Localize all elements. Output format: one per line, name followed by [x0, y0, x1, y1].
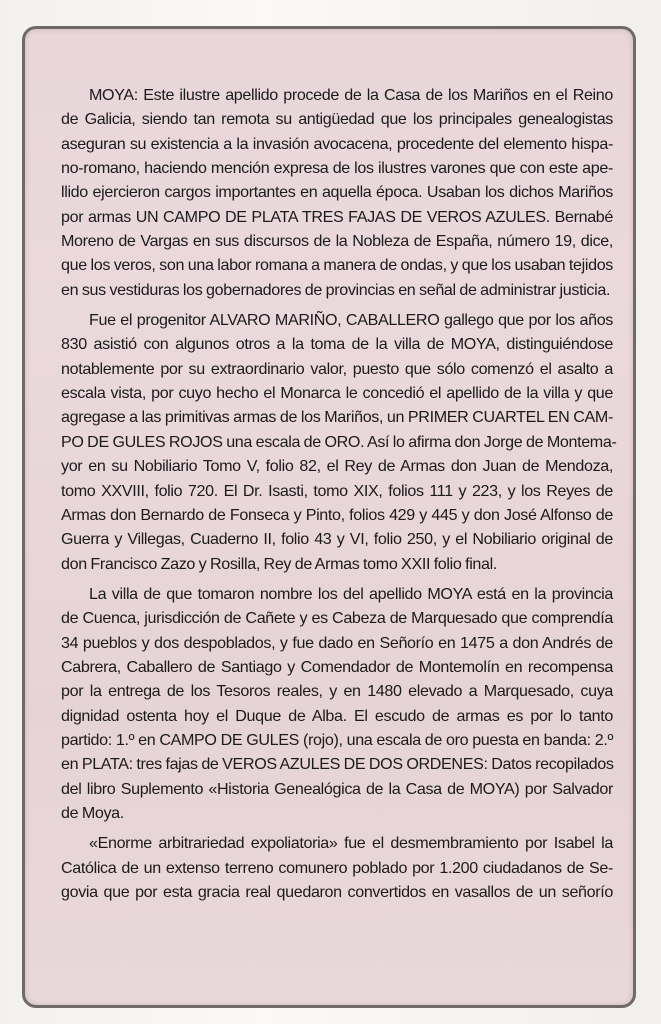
text-line: que los veros, son una labor romana a manera de ondas, y que los usaban tejidos: [61, 256, 613, 275]
text-line: «Enorme arbitrariedad expoliatoria» fue el desmembramiento por Isabel la: [89, 834, 613, 853]
text-line: de Moya.: [61, 803, 124, 822]
text-line: govia que por esta gracia real quedaron convertidos en vasallos de un señorío: [61, 883, 613, 901]
text-line: partido: 1.º en CAMPO DE GULES (rojo), una escala de oro puesta en banda: 2.º: [61, 730, 613, 749]
text-line: Moreno de Vargas en sus discursos de la Nobleza de España, número 19, dice,: [61, 232, 613, 251]
text-line: don Francisco Zazo y Rosilla, Rey de Armas tomo XXII folio final.: [61, 554, 497, 573]
text-line: en sus vestiduras los gobernadores de provincias en señal de administrar justicia.: [61, 280, 611, 299]
text-line: aseguran su existencia a la invasión avocacena, procedente del elemento hispa-: [61, 134, 613, 153]
text-line: 830 asistió con algunos otros a la toma de la villa de MOYA, distinguiéndose: [61, 335, 613, 354]
text-frame: [22, 26, 636, 1008]
text-line: agregase a las primitivas armas de los Mariños, un PRIMER CUARTEL EN CAM-: [61, 408, 613, 427]
text-line: no-romano, haciendo mención expresa de los ilustres varones que con este ape-: [61, 159, 613, 178]
text-line: escala vista, por cuyo hecho el Monarca le concedió el apellido de la villa y que: [61, 384, 613, 403]
document-body: [61, 83, 617, 904]
text-line: de Galicia, siendo tan remota su antigüedad que los principales genealogistas: [61, 110, 613, 129]
text-line: en PLATA: tres fajas de VEROS AZULES DE DOS ORDENES: Datos recopilados: [61, 755, 614, 774]
text-line: La villa de que tomaron nombre los del apellido MOYA está en la provincia: [89, 584, 613, 603]
text-line: por armas UN CAMPO DE PLATA TRES FAJAS DE VEROS AZULES. Bernabé: [61, 207, 613, 226]
paragraph: [61, 83, 613, 302]
paragraph: [61, 308, 617, 576]
text-line: Católica de un extenso terreno comunero poblado por 1.200 ciudadanos de Se-: [61, 858, 613, 877]
text-line: notablemente por su extraordinario valor, puesto que sólo comenzó el asalto a: [61, 359, 613, 378]
text-line: dignidad ostenta hoy el Duque de Alba. El escudo de armas es por lo tanto: [61, 706, 613, 725]
text-line: Armas don Bernardo de Fonseca y Pinto, folios 429 y 445 y don José Alfonso de: [61, 505, 613, 524]
text-line: de Cuenca, jurisdicción de Cañete y es Cabeza de Marquesado que comprendía: [61, 609, 613, 628]
text-line: Fue el progenitor ALVARO MARIÑO, CABALLERO gallego que por los años: [89, 311, 613, 330]
paragraph: [61, 831, 613, 904]
text-line: PO DE GULES ROJOS una escala de ORO. Así lo afirma don Jorge de Montema-: [61, 432, 617, 451]
text-line: por la entrega de los Tesoros reales, y en 1480 elevado a Marquesado, cuya: [61, 682, 613, 701]
text-line: Guerra y Villegas, Cuaderno II, folio 43 y VI, folio 250, y el Nobiliario original de: [61, 530, 613, 549]
text-line: MOYA: Este ilustre apellido procede de la Casa de los Mariños en el Reino: [89, 86, 613, 104]
paragraph: [61, 582, 613, 825]
text-line: yor en su Nobiliario Tomo V, folio 82, el Rey de Armas don Juan de Mendoza,: [61, 457, 613, 476]
text-line: llido ejercieron cargos importantes en aquella época. Usaban los dichos Mariños: [61, 183, 613, 202]
text-line: 34 pueblos y dos despoblados, y fue dado en Señorío en 1475 a don Andrés de: [61, 633, 613, 652]
text-line: tomo XXVIII, folio 720. El Dr. Isasti, tomo XIX, folios 111 y 223, y los Reyes de: [61, 481, 613, 500]
text-line: del libro Suplemento «Historia Genealógica de la Casa de MOYA) por Salvador: [61, 779, 613, 798]
text-line: Cabrera, Caballero de Santiago y Comendador de Montemolín en recompensa: [61, 657, 613, 676]
